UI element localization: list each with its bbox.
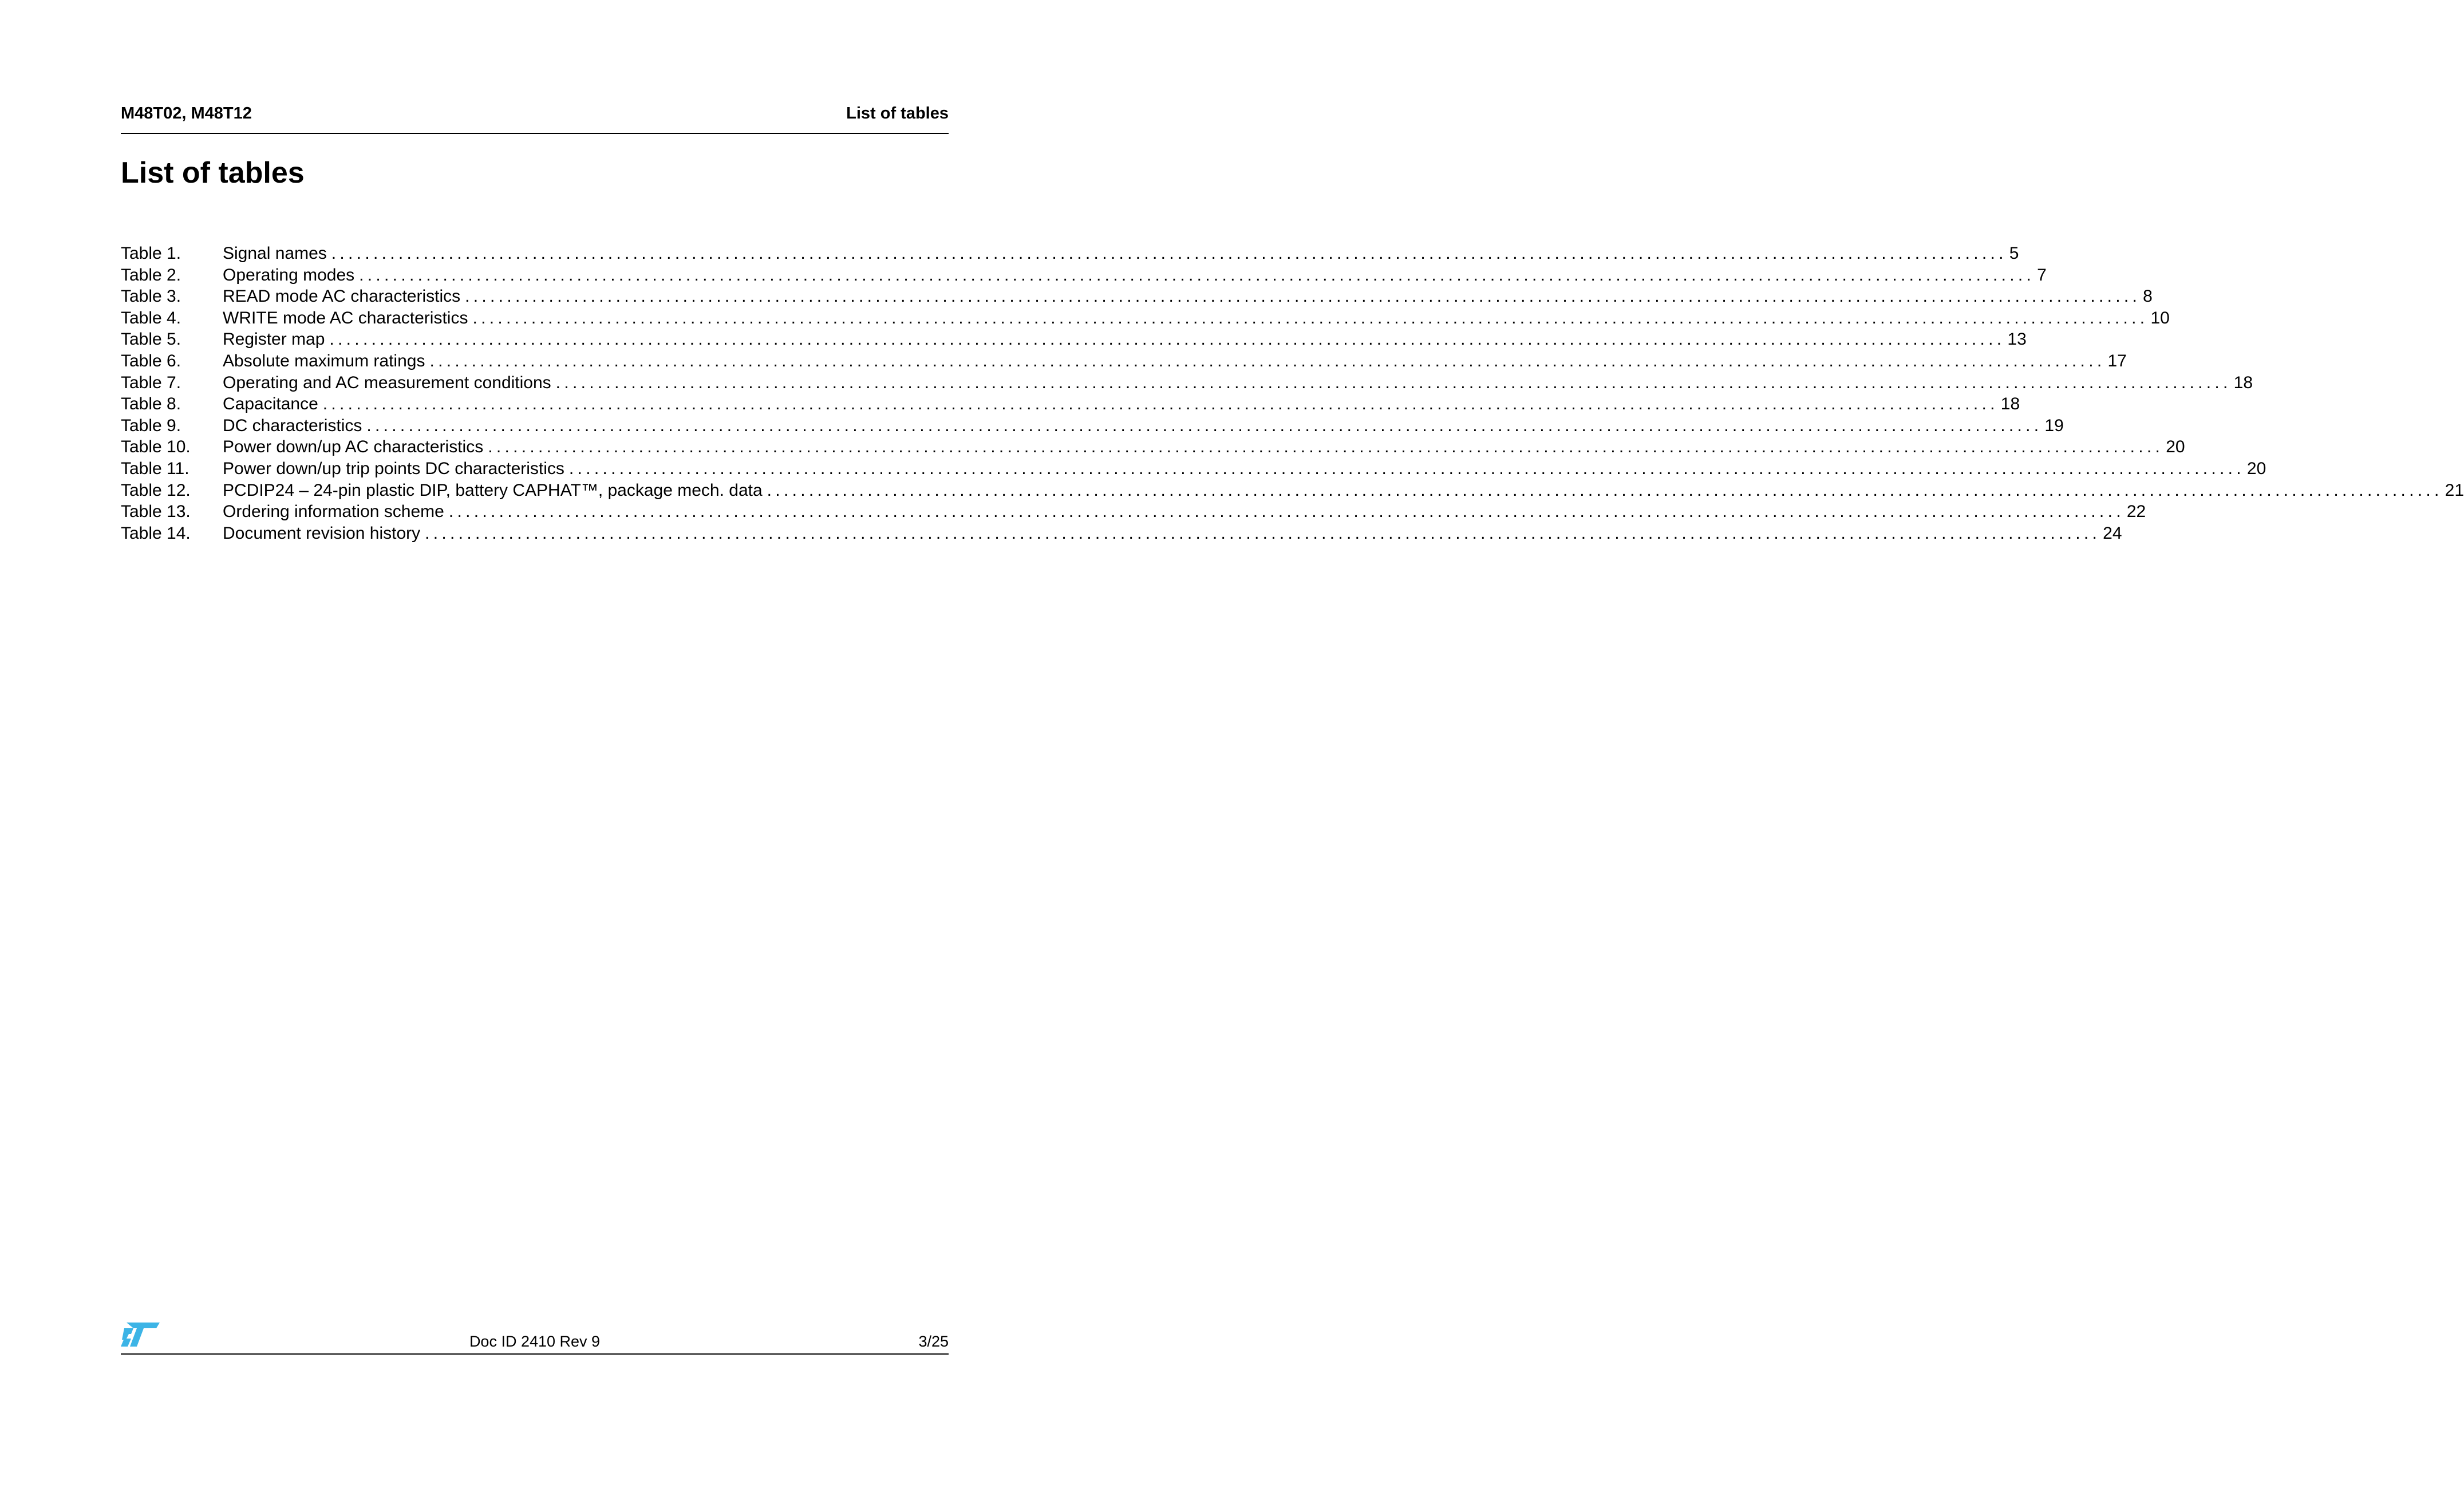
toc-dot-leader: ........................................................................................................................................................................................................ bbox=[322, 394, 1999, 414]
toc-entry-body bbox=[223, 480, 2464, 502]
table-list bbox=[121, 243, 2464, 544]
toc-entry-number: Table 5. bbox=[121, 330, 181, 349]
toc-entry-title: Power down/up trip points DC characteristics bbox=[223, 458, 569, 480]
toc-entry[interactable] bbox=[121, 243, 2019, 265]
toc-entry-page: 20 bbox=[2163, 436, 2185, 458]
toc-dot-leader: ........................................................................................................................................................................................................ bbox=[568, 459, 2245, 478]
toc-entry[interactable] bbox=[121, 393, 2020, 415]
toc-entry-page: 19 bbox=[2042, 415, 2063, 437]
toc-entry-number: Table 13. bbox=[121, 502, 191, 522]
toc-dot-leader: ........................................................................................................................................................................................................ bbox=[555, 373, 2232, 392]
toc-entry-title: Power down/up AC characteristics bbox=[223, 436, 488, 458]
toc-entry-page: 8 bbox=[2141, 286, 2153, 307]
toc-dot-leader: ........................................................................................................................................................................................................ bbox=[767, 480, 2443, 500]
toc-dot-leader: ........................................................................................................................................................................................................ bbox=[329, 330, 2005, 349]
toc-entry-title: PCDIP24 – 24-pin plastic DIP, battery CAPHAT™, package mech. data bbox=[223, 480, 767, 502]
toc-dot-leader: ........................................................................................................................................................................................................ bbox=[366, 416, 2043, 435]
toc-entry-number: Table 8. bbox=[121, 394, 181, 414]
toc-dot-leader: ........................................................................................................................................................................................................ bbox=[448, 502, 2125, 522]
toc-entry-title: WRITE mode AC characteristics bbox=[223, 307, 472, 329]
toc-entry-body bbox=[223, 350, 2127, 372]
toc-entry-title: Capacitance bbox=[223, 393, 323, 415]
toc-entry-number: Table 14. bbox=[121, 523, 191, 543]
toc-entry-body bbox=[223, 523, 2122, 544]
toc-entry-body bbox=[223, 415, 2064, 437]
toc-entry-number: Table 6. bbox=[121, 351, 181, 370]
toc-entry-number: Table 10. bbox=[121, 437, 191, 457]
toc-entry-page: 20 bbox=[2245, 458, 2266, 480]
toc-dot-leader: ........................................................................................................................................................................................................ bbox=[425, 523, 2101, 543]
toc-entry[interactable] bbox=[121, 265, 2047, 286]
toc-entry-body bbox=[223, 372, 2253, 394]
toc-entry-number: Table 12. bbox=[121, 480, 191, 500]
toc-dot-leader: ........................................................................................................................................................................................................ bbox=[331, 244, 2007, 263]
toc-entry-body bbox=[223, 501, 2146, 523]
toc-entry-number: Table 7. bbox=[121, 373, 181, 392]
toc-entry-page: 5 bbox=[2007, 243, 2019, 265]
page-header bbox=[121, 104, 949, 134]
toc-dot-leader: ........................................................................................................................................................................................................ bbox=[429, 351, 2106, 370]
toc-entry[interactable] bbox=[121, 458, 2266, 480]
toc-entry-title: Signal names bbox=[223, 243, 331, 265]
toc-entry-title: Absolute maximum ratings bbox=[223, 350, 429, 372]
toc-entry-title: Operating and AC measurement conditions bbox=[223, 372, 556, 394]
toc-entry-number: Table 9. bbox=[121, 416, 181, 435]
page-footer bbox=[121, 1320, 949, 1355]
toc-entry-page: 13 bbox=[2005, 329, 2026, 350]
toc-dot-leader: ........................................................................................................................................................................................................ bbox=[465, 287, 2141, 306]
toc-entry-title: Register map bbox=[223, 329, 329, 350]
toc-entry-page: 10 bbox=[2148, 307, 2169, 329]
header-doc-name: M48T02, M48T12 bbox=[121, 104, 252, 123]
page-title: List of tables bbox=[121, 156, 305, 190]
toc-entry[interactable] bbox=[121, 480, 2464, 502]
toc-entry-page: 18 bbox=[1999, 393, 2020, 415]
toc-entry-body bbox=[223, 393, 2020, 415]
toc-entry-page: 7 bbox=[2035, 265, 2047, 286]
toc-entry-title: Document revision history bbox=[223, 523, 425, 544]
toc-entry-number: Table 11. bbox=[121, 459, 189, 478]
toc-dot-leader: ........................................................................................................................................................................................................ bbox=[472, 308, 2149, 327]
toc-entry[interactable] bbox=[121, 501, 2146, 523]
toc-entry-title: Ordering information scheme bbox=[223, 501, 449, 523]
toc-entry[interactable] bbox=[121, 350, 2127, 372]
toc-entry[interactable] bbox=[121, 329, 2027, 350]
toc-entry-body bbox=[223, 329, 2027, 350]
toc-entry-body bbox=[223, 458, 2266, 480]
toc-entry-title: DC characteristics bbox=[223, 415, 366, 437]
toc-entry-title: Operating modes bbox=[223, 265, 359, 286]
toc-entry-body bbox=[223, 265, 2047, 286]
toc-entry[interactable] bbox=[121, 307, 2170, 329]
toc-entry-number: Table 1. bbox=[121, 244, 181, 263]
toc-entry-page: 22 bbox=[2125, 501, 2146, 523]
toc-entry[interactable] bbox=[121, 436, 2185, 458]
toc-entry-number: Table 4. bbox=[121, 308, 181, 327]
toc-entry-page: 21 bbox=[2443, 480, 2464, 502]
toc-entry[interactable] bbox=[121, 415, 2064, 437]
toc-entry-page: 24 bbox=[2100, 523, 2122, 544]
toc-entry-body bbox=[223, 243, 2019, 265]
toc-entry[interactable] bbox=[121, 286, 2153, 307]
footer-doc-id: Doc ID 2410 Rev 9 bbox=[469, 1333, 601, 1350]
toc-dot-leader: ........................................................................................................................................................................................................ bbox=[488, 437, 2164, 457]
toc-entry[interactable] bbox=[121, 372, 2253, 394]
toc-entry-page: 17 bbox=[2105, 350, 2126, 372]
toc-entry-title: READ mode AC characteristics bbox=[223, 286, 465, 307]
footer-page-number: 3/25 bbox=[918, 1333, 949, 1350]
toc-dot-leader: ........................................................................................................................................................................................................ bbox=[359, 265, 2035, 285]
toc-entry-number: Table 3. bbox=[121, 287, 181, 306]
toc-entry-body bbox=[223, 436, 2185, 458]
toc-entry-body bbox=[223, 307, 2170, 329]
toc-entry-number: Table 2. bbox=[121, 265, 181, 285]
header-section-name: List of tables bbox=[846, 104, 949, 123]
toc-entry[interactable] bbox=[121, 523, 2122, 544]
toc-entry-body bbox=[223, 286, 2153, 307]
toc-entry-page: 18 bbox=[2232, 372, 2253, 394]
